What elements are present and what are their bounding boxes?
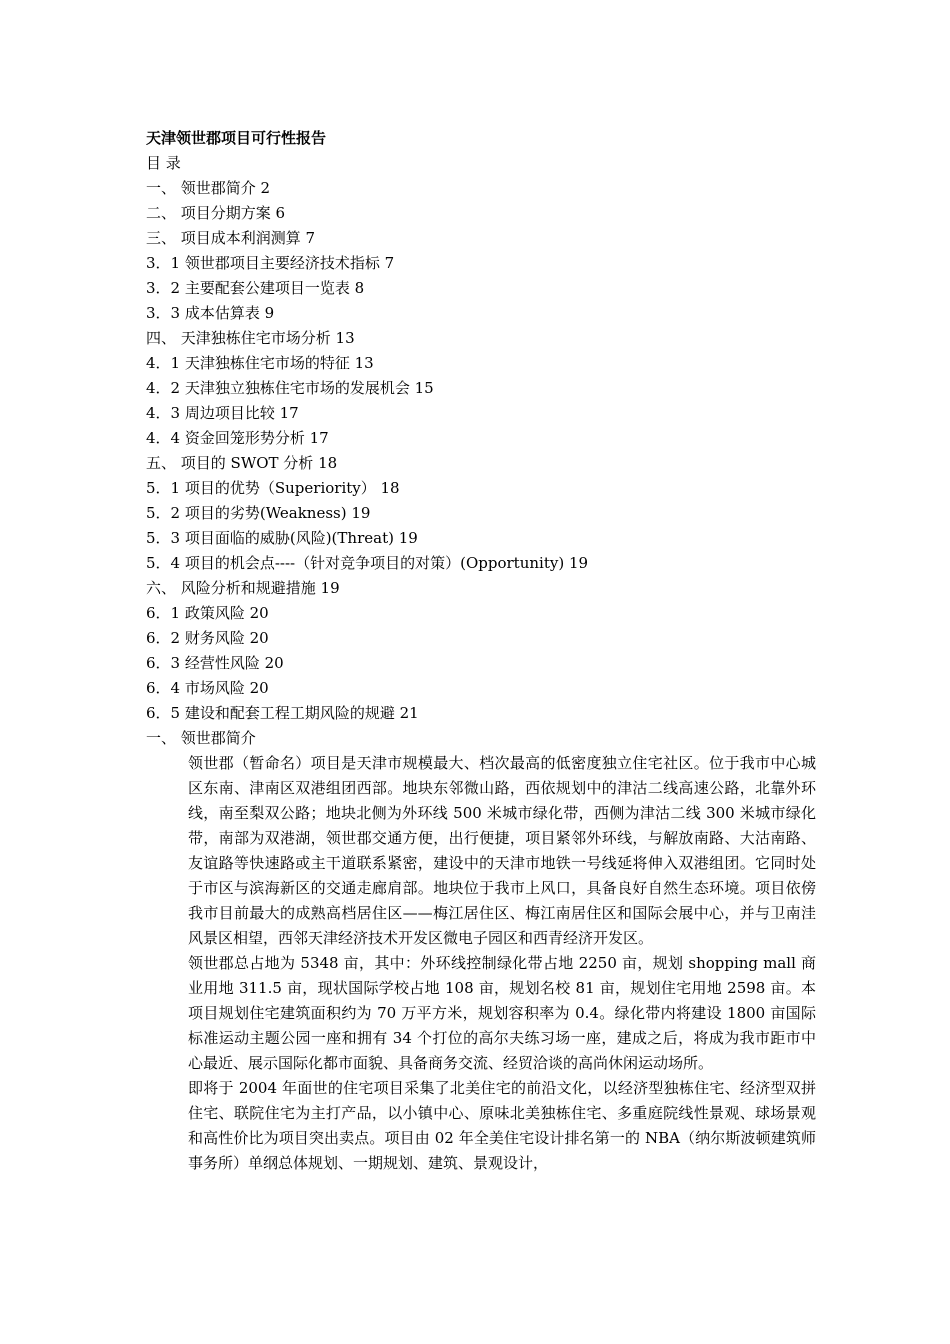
body-paragraph: 领世郡总占地为 5348 亩，其中：外环线控制绿化带占地 2250 亩，规划 shopping mall 商业用地 311.5 亩，现状国际学校占地 108 亩，规划名校 81 亩，规划住宅用地 2598 亩。本项目规划住宅建筑面积约为 70 万平方米，规划容积率为 0.4。绿化带内将建设 1800 亩国际标准运动主题公园一座和拥有 34 个打位的高尔夫练习场一座，建成之后，将成为我市距市中心最近、展示国际化都市面貌、具备商务交流、经贸洽谈的高尚休闲运动场所。 bbox=[188, 954, 816, 1072]
section-heading: 一、 领世郡简介 bbox=[146, 729, 256, 747]
toc-entry: 二、 项目分期方案 6 bbox=[146, 204, 286, 222]
toc-entry: 3．3 成本估算表 9 bbox=[146, 304, 275, 322]
toc-entry: 6．2 财务风险 20 bbox=[146, 629, 269, 647]
toc-entry: 5．3 项目面临的威胁(风险)(Threat) 19 bbox=[146, 529, 418, 547]
toc-entry: 3．2 主要配套公建项目一览表 8 bbox=[146, 279, 365, 297]
body-paragraph: 领世郡（暂命名）项目是天津市规模最大、档次最高的低密度独立住宅社区。位于我市中心城区东南、津南区双港组团西部。地块东邻微山路，西依规划中的津沽二线高速公路，北靠外环线，南至梨双公路；地块北侧为外环线 500 米城市绿化带，西侧为津沽二线 300 米城市绿化带，南部为双港湖，领世郡交通方便，出行便捷，项目紧邻外环线，与解放南路、大沽南路、友谊路等快速路或主干道联系紧密，建设中的天津市地铁一号线延将伸入双港组团。它同时处于市区与滨海新区的交通走廊肩部。地块位于我市上风口，具备良好自然生态环境。项目依傍我市目前最大的成熟高档居住区——梅江居住区、梅江南居住区和国际会展中心，并与卫南洼风景区相望，西邻天津经济技术开发区微电子园区和西青经济开发区。 bbox=[188, 754, 816, 947]
table-of-contents bbox=[146, 176, 826, 726]
document-title: 天津领世郡项目可行性报告 bbox=[146, 129, 327, 147]
toc-entry: 6．1 政策风险 20 bbox=[146, 604, 269, 622]
toc-entry: 6．4 市场风险 20 bbox=[146, 679, 269, 697]
document-content bbox=[146, 126, 826, 1176]
toc-entry: 三、 项目成本利润测算 7 bbox=[146, 229, 316, 247]
toc-entry: 3．1 领世郡项目主要经济技术指标 7 bbox=[146, 254, 395, 272]
toc-entry: 四、 天津独栋住宅市场分析 13 bbox=[146, 329, 355, 347]
toc-entry: 4．3 周边项目比较 17 bbox=[146, 404, 299, 422]
toc-entry: 5．4 项目的机会点----（针对竞争项目的对策）(Opportunity) 19 bbox=[146, 554, 589, 572]
toc-entry: 一、 领世郡简介 2 bbox=[146, 179, 271, 197]
toc-entry: 5．1 项目的优势（Superiority） 18 bbox=[146, 479, 400, 497]
toc-entry: 6．3 经营性风险 20 bbox=[146, 654, 284, 672]
toc-entry: 4．4 资金回笼形势分析 17 bbox=[146, 429, 329, 447]
toc-entry: 4．2 天津独立独栋住宅市场的发展机会 15 bbox=[146, 379, 434, 397]
toc-entry: 六、 风险分析和规避措施 19 bbox=[146, 579, 340, 597]
toc-entry: 五、 项目的 SWOT 分析 18 bbox=[146, 454, 338, 472]
body-paragraph: 即将于 2004 年面世的住宅项目采集了北美住宅的前沿文化，以经济型独栋住宅、经济型双拼住宅、联院住宅为主打产品，以小镇中心、原味北美独栋住宅、多重庭院线性景观、球场景观和高性价比为项目突出卖点。项目由 02 年全美住宅设计排名第一的 NBA（纳尔斯波顿建筑师事务所）单纲总体规划、一期规划、建筑、景观设计， bbox=[188, 1079, 816, 1172]
toc-entry: 5．2 项目的劣势(Weakness) 19 bbox=[146, 504, 371, 522]
toc-entry: 4．1 天津独栋住宅市场的特征 13 bbox=[146, 354, 374, 372]
toc-entry: 6．5 建设和配套工程工期风险的规避 21 bbox=[146, 704, 419, 722]
toc-heading: 目 录 bbox=[146, 154, 181, 172]
